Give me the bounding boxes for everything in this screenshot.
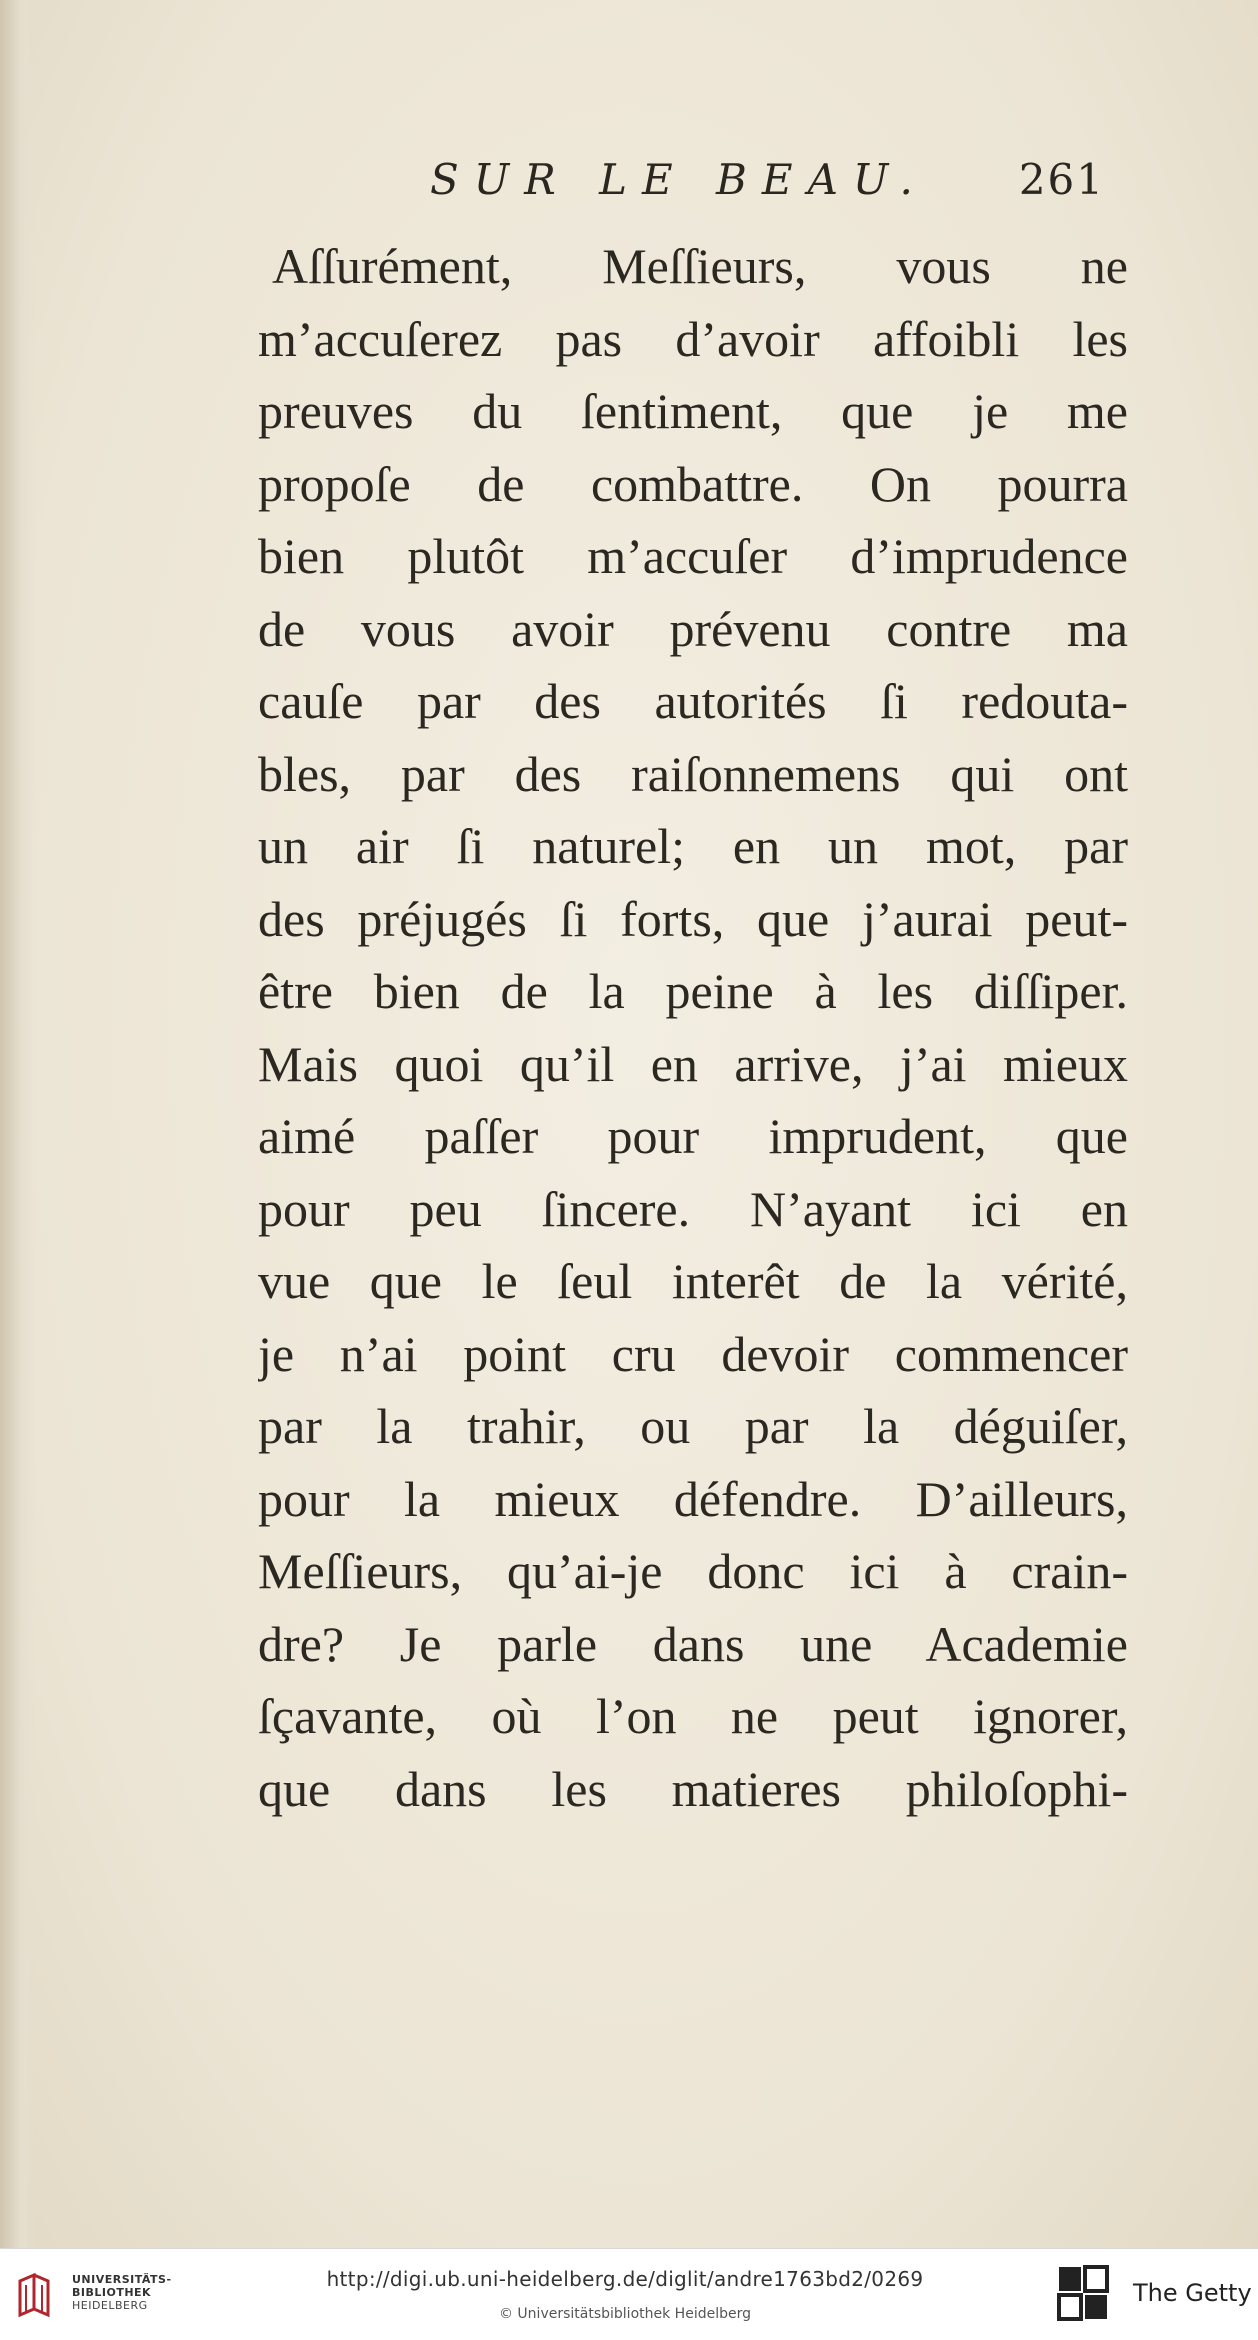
text-line: bles, par des raiſonnemens qui ont (258, 745, 1128, 802)
text-line: par la trahir, ou par la déguiſer, (258, 1398, 1128, 1454)
text-line: être bien de la peine à les diſſiper. (258, 963, 1128, 1019)
partner-name: The Getty (1133, 2279, 1252, 2307)
copyright-notice: © Universitätsbibliothek Heidelberg (498, 2306, 751, 2322)
running-title: SUR LE BEAU. (430, 155, 928, 204)
text-line: de vous avoir prévenu contre ma (258, 600, 1128, 657)
text-line: Meſſieurs, qu’ai-je donc ici à crain- (258, 1543, 1128, 1599)
text-line: m’accuſerez pas d’avoir affoibli les (258, 310, 1128, 367)
permalink-url[interactable]: http://digi.ub.uni-heidelberg.de/diglit/andre1763bd2/0269 (326, 2267, 924, 2291)
text-line: cauſe par des autorités ſi redouta- (258, 673, 1128, 729)
text-line: un air ſi naturel; en un mot, par (258, 818, 1128, 874)
body-text (258, 230, 1128, 1825)
running-head (430, 155, 1105, 225)
text-line: preuves du ſentiment, que je me (258, 383, 1128, 439)
text-line: pour peu ſincere. N’ayant ici en (258, 1180, 1128, 1237)
text-line: pour la mieux défendre. D’ailleurs, (258, 1470, 1128, 1527)
university-library-logo-icon (12, 2271, 64, 2323)
text-line: que dans les matieres philoſophi- (258, 1760, 1128, 1817)
text-line: propoſe de combattre. On pourra (258, 455, 1128, 512)
text-line: bien plutôt m’accuſer d’imprudence (258, 528, 1128, 584)
library-name: UNIVERSITÄTS- BIBLIOTHEK HEIDELBERG (72, 2273, 172, 2312)
text-line: vue que le ſeul interêt de la vérité, (258, 1253, 1128, 1309)
text-line: dre? Je parle dans une Academie (258, 1615, 1128, 1672)
text-line: Aſſurément, Meſſieurs, vous ne (272, 238, 1128, 294)
page-number: 261 (1018, 155, 1105, 204)
text-line: Mais quoi qu’il en arrive, j’ai mieux (258, 1035, 1128, 1092)
viewer-footer (0, 2248, 1258, 2340)
text-line: des préjugés ſi forts, que j’aurai peut- (258, 890, 1128, 947)
page-gutter-shadow (0, 0, 36, 2248)
text-line: aimé paſſer pour imprudent, que (258, 1108, 1128, 1164)
text-line: ſçavante, où l’on ne peut ignorer, (258, 1688, 1128, 1744)
text-line: je n’ai point cru devoir commencer (258, 1325, 1128, 1382)
getty-logo-icon (1057, 2265, 1109, 2321)
